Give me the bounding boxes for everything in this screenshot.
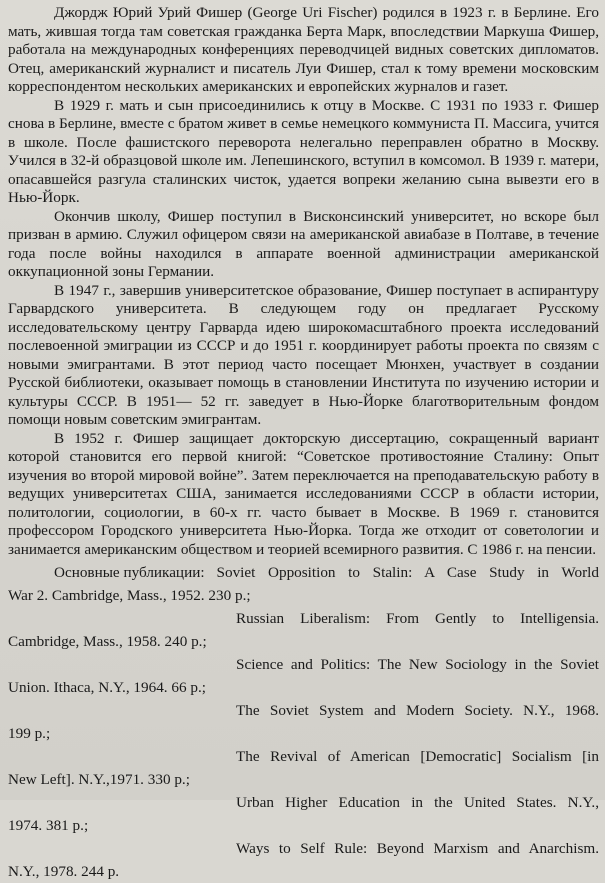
publication-title-start: Soviet Opposition to Stalin: A Case Study in World	[216, 564, 599, 581]
publication-title-end: New Left]. N.Y.,1971. 330 p.;	[8, 771, 190, 788]
publication-title-end: 199 p.;	[8, 725, 51, 742]
publication-title-start: Urban Higher Education in the United States. N.Y.,	[236, 794, 599, 811]
publications-intro: Основные публикации:	[54, 564, 205, 581]
biography-paragraph: В 1929 г. мать и сын присоединились к отцу в Москве. С 1931 по 1933 г. Фишер снова в Берлине, вместе с братом живет в семье немецкого коммуниста П. Массига, учится в школе. После фашистского переворота нелегально переправлен обратно в Москву. Учился в 32-й образцовой школе им. Лепешинского, вступил в комсомол. В 1939 г. матери, опасавшейся разгула сталинских чисток, удается вопреки желанию сына вывезти его в Нью-Йорк.	[8, 96, 599, 206]
publication-title-end: 1974. 381 p.;	[8, 817, 89, 834]
publications-list	[8, 561, 599, 883]
biography-text	[8, 4, 599, 559]
publication-title-start: The Soviet System and Modern Society. N.Y., 1968.	[236, 702, 599, 719]
biography-paragraph: В 1947 г., завершив университетское образование, Фишер поступает в аспирантуру Гарвардского университета. В следующем году он предлагает Русскому исследовательскому центру Гарварда идею широкомасштабного проекта исследований послевоенной эмиграции из СССР и до 1951 г. координирует работы проекта по связям с новыми эмигрантами. В этот период часто посещает Мюнхен, участвует в создании Русской библиотеки, оказывает помощь в становлении Института по изучению истории и культуры СССР. В 1951— 52 гг. заведует в Нью-Йорке благотворительным фондом помощи новым советским эмигрантам.	[8, 281, 599, 428]
publication-title-end: Union. Ithaca, N.Y., 1964. 66 p.;	[8, 679, 206, 696]
publication-entry	[8, 561, 599, 584]
publication-title-start: Ways to Self Rule: Beyond Marxism and Anarchism.	[236, 840, 599, 857]
biography-paragraph: Окончив школу, Фишер поступил в Висконсинский университет, но вскоре был призван в армию. Служил офицером связи на американской авиабазе в Полтаве, в течение года после войны находился в аппарате военной администрации американской оккупационной зоны Германии.	[8, 207, 599, 280]
publication-title-end: N.Y., 1978. 244 p.	[8, 863, 120, 880]
publication-title-start: Russian Liberalism: From Gently to Intelligensia.	[236, 610, 599, 627]
publication-title-start: The Revival of American [Democratic] Socialism [in	[236, 748, 599, 765]
publication-title-end: Cambridge, Mass., 1958. 240 p.;	[8, 633, 207, 650]
publication-title-end: War 2. Cambridge, Mass., 1952. 230 p.;	[8, 587, 251, 604]
publication-title-start: Science and Politics: The New Sociology in the Soviet	[236, 656, 599, 673]
biography-paragraph: Джордж Юрий Урий Фишер (George Uri Fischer) родился в 1923 г. в Берлине. Его мать, жившая тогда там советская гражданка Берта Марк, впоследствии Маркуша Фишер, работала на международных конференциях переводчицей видных советских дипломатов. Отец, американский журналист и писатель Луи Фишер, стал к тому времени московским корреспондентом нескольких американских и европейских журналов и газет.	[8, 4, 599, 95]
biography-paragraph: В 1952 г. Фишер защищает докторскую диссертацию, сокращенный вариант которой становится его первой книгой: “Советское противостояние Сталину: Опыт изучения во второй мировой войне”. Затем переключается на преподавательскую работу в ведущих университетах США, занимается исследованиями СССР в области истории, политологии, социологии, в 60-х гг. часто бывает в Москве. В 1969 г. становится профессором Городского университета Нью-Йорка. Тогда же отходит от советологии и занимается американским обществом и теорией всемирного развития. С 1986 г. на пенсии.	[8, 429, 599, 558]
